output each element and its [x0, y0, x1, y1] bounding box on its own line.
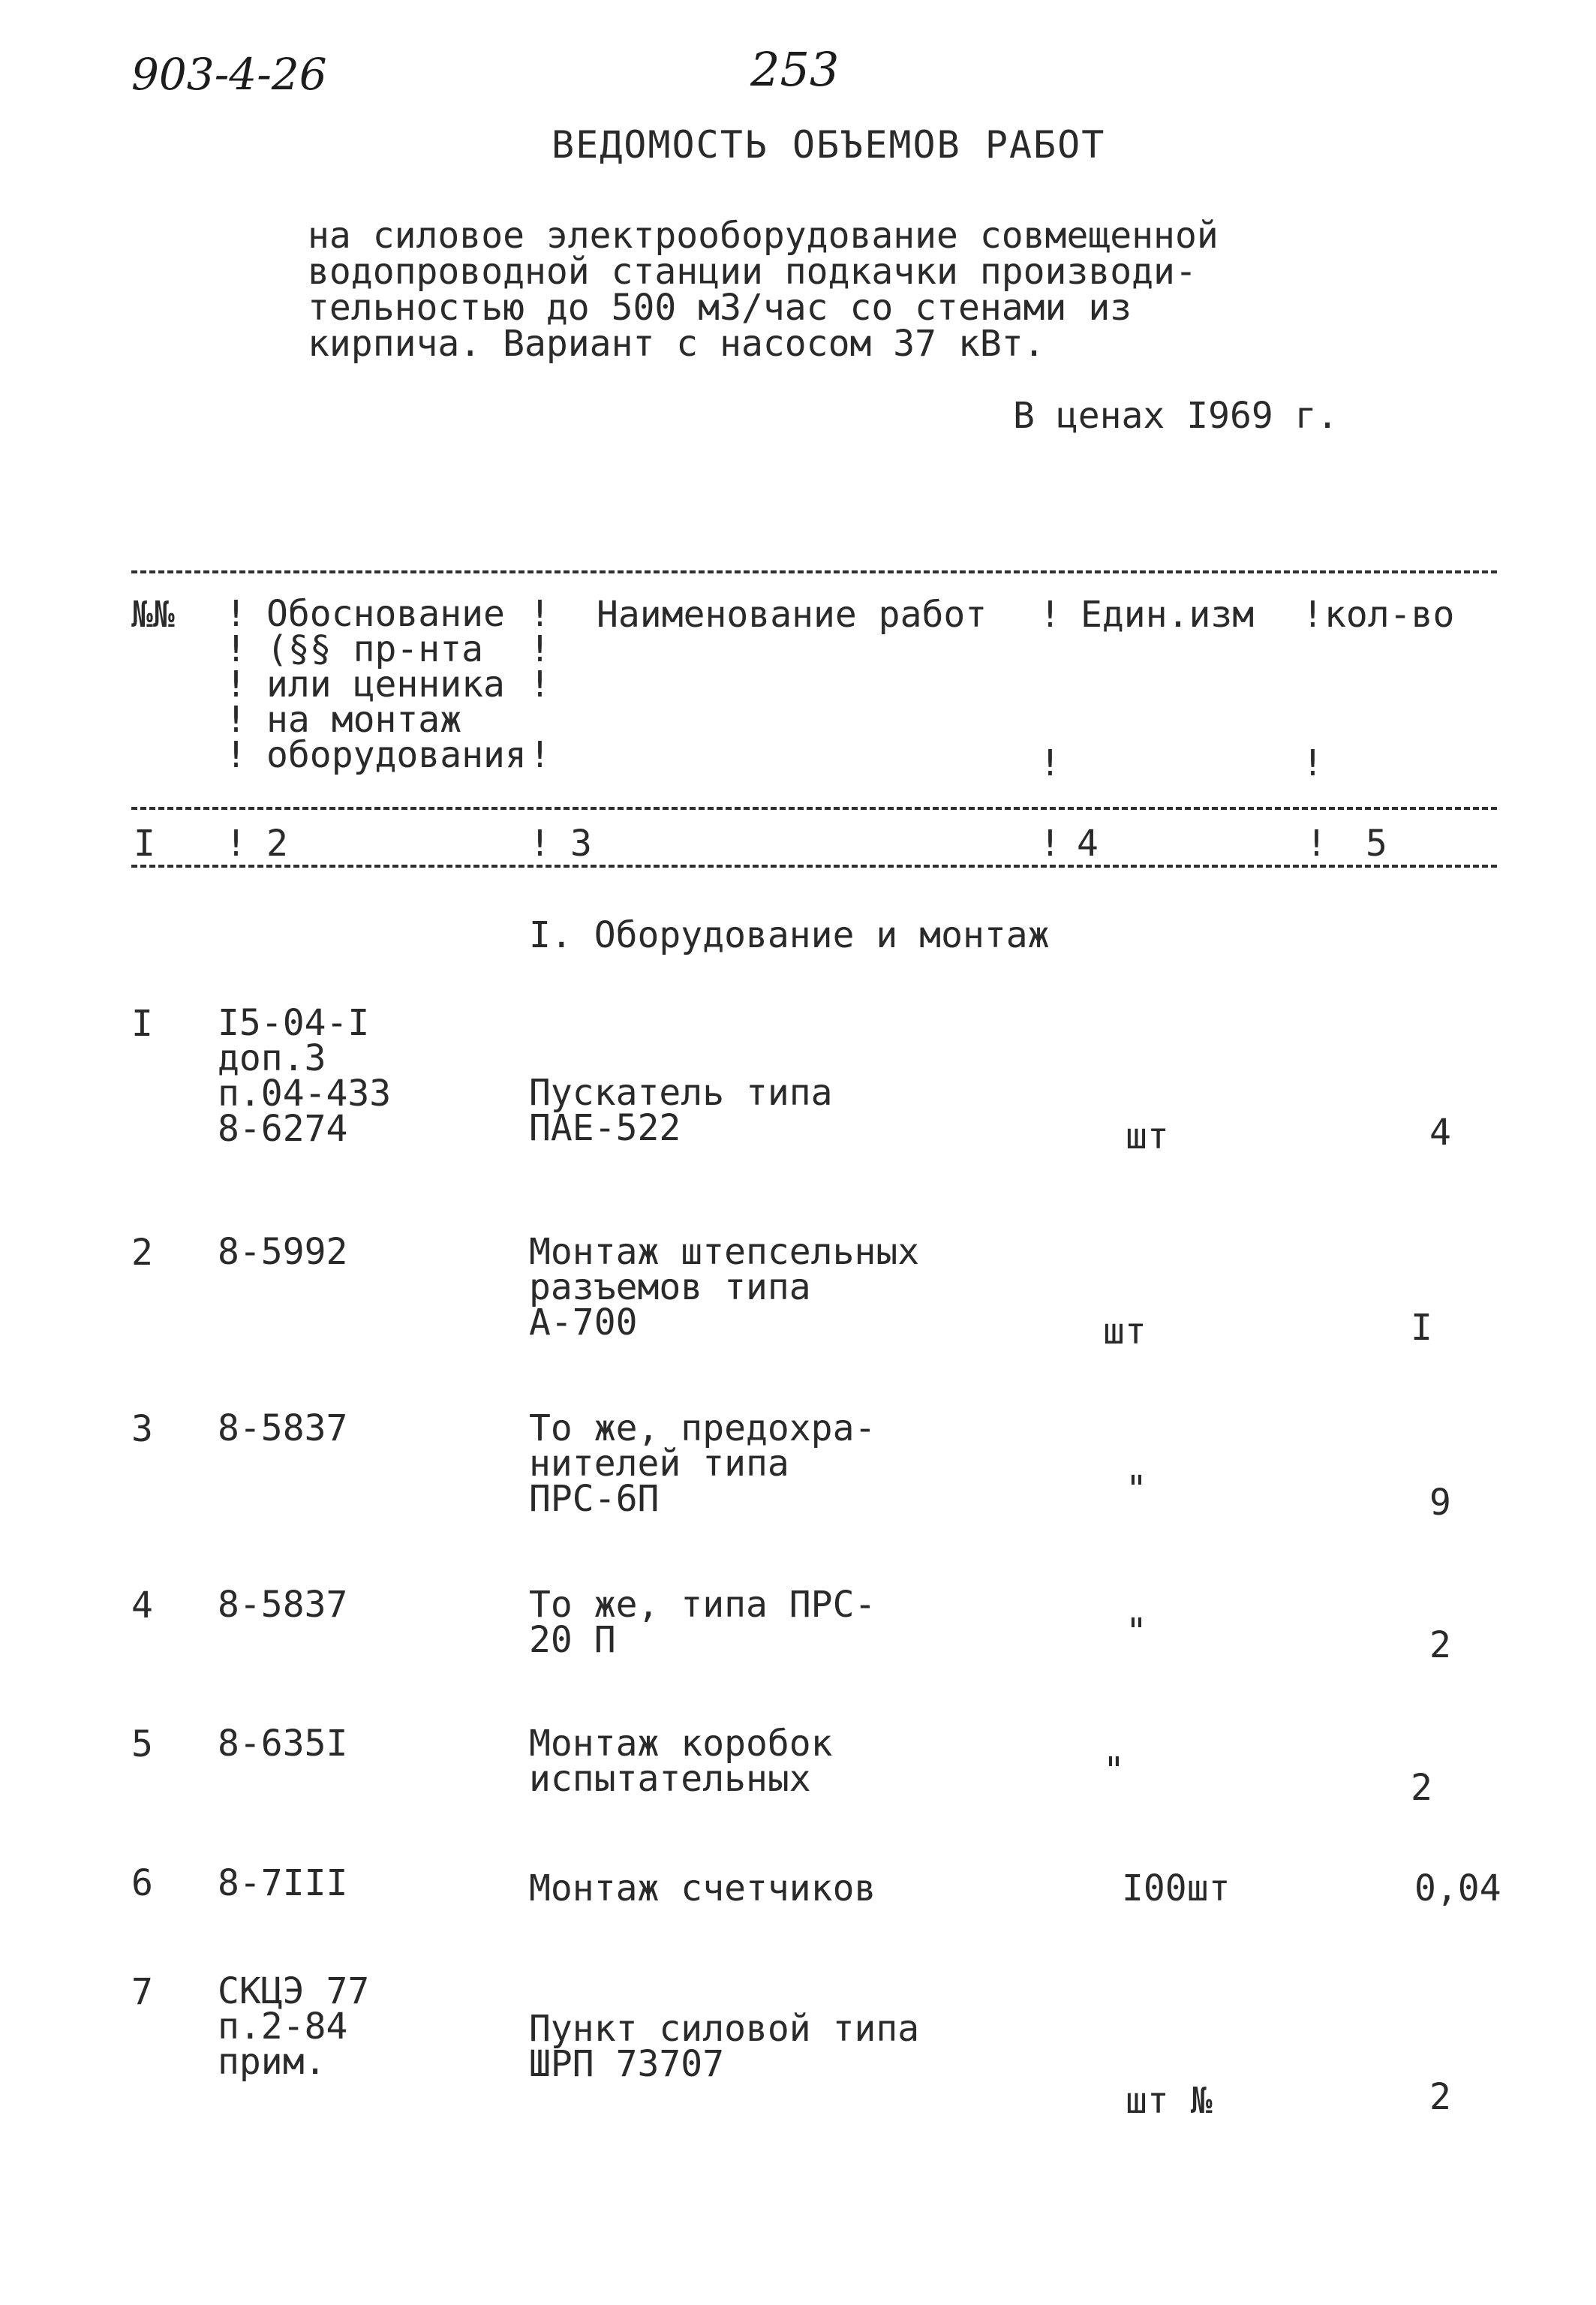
row-num: 2 — [131, 1232, 153, 1274]
header-separator: ! — [1306, 823, 1327, 865]
row-name: Монтаж счетчиков — [529, 1867, 876, 1909]
section-title: I. Оборудование и монтаж — [529, 914, 1050, 956]
row-unit: шт — [1126, 1115, 1169, 1157]
column-number: 4 — [1077, 823, 1099, 865]
row-basis: 8-635I — [218, 1723, 348, 1765]
document-title: ВЕДОМОСТЬ ОБЪЕМОВ РАБОТ — [552, 123, 1106, 167]
row-unit: шт № — [1126, 2080, 1213, 2122]
header-separator: ! — [225, 823, 247, 865]
row-qty: 4 — [1429, 1112, 1451, 1154]
column-numbers-rule — [131, 865, 1497, 868]
header-separator: ! — [1302, 594, 1324, 636]
row-basis: 8-5837 — [218, 1407, 348, 1449]
row-num: 7 — [131, 1971, 153, 2013]
column-number: 5 — [1366, 823, 1387, 865]
row-unit: " — [1103, 1750, 1125, 1792]
row-num: 4 — [131, 1584, 153, 1626]
subtitle-line: на силовое электрооборудование совмещенной — [308, 215, 1219, 257]
header-basis: Обоснование (§§ пр-нта или ценника на монтаж оборудования — [266, 593, 527, 776]
header-separator: ! — [529, 823, 551, 865]
subtitle-line: водопроводной станции подкачки производи- — [308, 251, 1197, 293]
row-num: I — [131, 1003, 153, 1045]
row-name: Пускатель типа ПАЕ-522 — [529, 1072, 833, 1149]
column-number: 3 — [570, 823, 592, 865]
subtitle-line: тельностью до 500 м3/час со стенами из — [308, 287, 1132, 329]
header-separator: ! — [1302, 742, 1324, 784]
header-separator: ! — [1039, 823, 1061, 865]
row-qty: 2 — [1429, 2076, 1451, 2118]
row-basis: 8-5992 — [218, 1231, 348, 1273]
row-qty: I — [1411, 1307, 1432, 1349]
column-number: I — [134, 823, 155, 865]
row-num: 5 — [131, 1723, 153, 1765]
price-note: В ценах I969 г. — [1013, 395, 1339, 437]
header-separator: ! ! ! ! — [529, 593, 551, 776]
header-separator: ! — [1039, 594, 1061, 636]
header-num: №№ — [131, 594, 175, 636]
row-num: 6 — [131, 1862, 153, 1904]
row-qty: 0,04 — [1414, 1867, 1501, 1909]
header-separator: ! ! ! ! ! — [225, 593, 247, 776]
row-basis: 8-7III — [218, 1862, 348, 1904]
row-basis: 8-5837 — [218, 1584, 348, 1626]
row-unit: " — [1126, 1468, 1147, 1510]
row-unit: " — [1126, 1611, 1147, 1653]
row-name: То же, предохра- нителей типа ПРС-6П — [529, 1407, 876, 1520]
row-unit: I00шт — [1122, 1867, 1231, 1909]
row-unit: шт — [1103, 1310, 1147, 1353]
header-unit: Един.изм — [1081, 594, 1255, 636]
row-name: Монтаж коробок испытательных — [529, 1723, 833, 1800]
column-number: 2 — [266, 823, 288, 865]
row-name: Монтаж штепсельных разъемов типа А-700 — [529, 1231, 920, 1344]
row-qty: 9 — [1429, 1482, 1451, 1524]
row-name: То же, типа ПРС- 20 П — [529, 1584, 876, 1661]
table-top-rule — [131, 570, 1497, 573]
row-name: Пункт силовой типа ШРП 73707 — [529, 2008, 920, 2085]
header-bottom-rule — [131, 807, 1497, 810]
row-qty: 2 — [1429, 1624, 1451, 1666]
page-number: 253 — [750, 42, 840, 97]
header-separator: ! — [1039, 742, 1061, 784]
row-qty: 2 — [1411, 1767, 1432, 1809]
header-name: Наименование работ — [597, 594, 987, 636]
header-qty: кол-во — [1324, 594, 1455, 636]
document-code: 903-4-26 — [131, 49, 327, 100]
row-num: 3 — [131, 1408, 153, 1450]
row-basis: I5-04-I доп.3 п.04-433 8-6274 — [218, 1002, 392, 1150]
row-basis: СКЦЭ 77 п.2-84 прим. — [218, 1970, 370, 2083]
subtitle-line: кирпича. Вариант с насосом 37 кВт. — [308, 323, 1045, 365]
